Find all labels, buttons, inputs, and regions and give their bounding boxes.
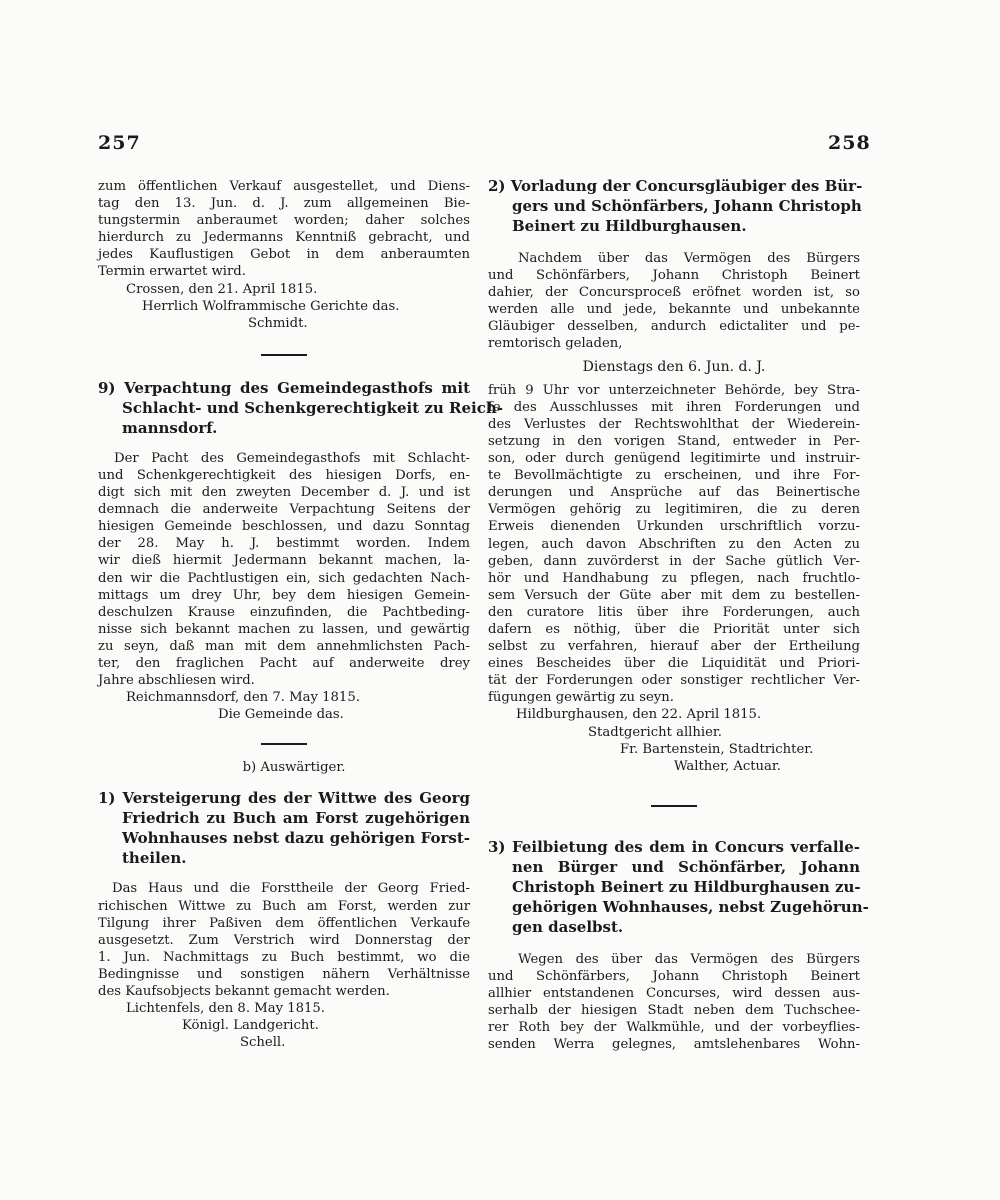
hearing-date: Dienstags den 6. Jun. d. J. [582,358,766,375]
text-line: nisse sich bekannt machen zu lassen, und gewärtig [98,621,470,637]
text-line: Tilgung ihrer Paßiven dem öffentlichen Verkaufe [98,915,470,931]
text-line: digt sich mit den zweyten December d. J. und ist [98,485,470,501]
section-2-heading [488,176,863,236]
text-line: derungen und Ansprüche auf das Beinertische [488,485,860,501]
heading-line: mannsdorf. [122,418,218,437]
signature-name: Schell. [240,1035,286,1051]
text-line: ausgesetzt. Zum Verstrich wird Donnerstag der [98,932,470,948]
heading-line: gen daselbst. [512,917,624,936]
text-line: richischen Wittwe zu Buch am Forst, werden zur [98,898,470,914]
heading-line: gers und Schönfärbers, Johann Christoph [512,197,862,215]
right-column [488,176,869,1053]
section-9-heading [98,378,503,438]
text-line: son, oder durch genügend legitimirte und instruir- [488,451,860,467]
section-1-heading [98,788,470,868]
text-line: werden alle und jede, bekannte und unbekannte [488,302,860,318]
heading-line: Wohnhauses nebst dazu gehörigen Forst- [122,829,470,848]
text-line: hierdurch zu Jedermanns Kenntniß gebracht, und [98,230,470,246]
text-line: ter, den fraglichen Pacht auf anderweite drey [98,655,470,671]
text-line: Das Haus und die Forsttheile der Georg Fried- [112,881,470,897]
dateline: Crossen, den 21. April 1815. [126,281,318,297]
heading-line: 2) Vorladung der Concursgläubiger des Bür- [488,177,863,195]
text-line: tag den 13. Jun. d. J. zum allgemeinen Bie- [98,196,470,212]
text-line: selbst zu verfahren, hierauf aber der Ertheilung [488,639,860,655]
intro-notice-text [98,178,470,281]
heading-line: gehörigen Wohnhauses, nebst Zugehörun- [512,897,869,916]
text-line: der 28. May h. J. bestimmt worden. Indem [98,536,470,552]
heading-line: theilen. [122,849,187,868]
heading-line: 1) Versteigerung des der Wittwe des Georg [98,789,470,808]
dateline: Hildburghausen, den 22. April 1815. [516,707,762,723]
page-number-left: 257 [98,132,141,154]
text-line: dahier, der Concursproceß eröfnet worden ist, so [488,285,860,301]
section-9-body [98,450,470,689]
text-line: und Schenkgerechtigkeit des hiesigen Dorfs, en- [98,467,470,483]
text-line: fe des Ausschlusses mit ihren Forderungen und [488,399,860,415]
heading-line: 3) Feilbietung des dem in Concurs verfalle- [488,837,860,856]
section-3-body [488,951,860,1054]
page-number-right: 258 [828,132,871,154]
dateline: Reichmannsdorf, den 7. May 1815. [126,690,360,706]
text-line: Der Pacht des Gemeindegasthofs mit Schlacht- [114,450,470,466]
heading-line: nen Bürger und Schönfärber, Johann [512,857,860,876]
signature: Die Gemeinde das. [218,707,344,723]
text-line: den curatore litis über ihre Forderungen, auch [488,604,860,620]
text-line: senden Werra gelegnes, amtslehenbares Wohn- [488,1037,860,1053]
text-line: Wegen des über das Vermögen des Bürgers [518,951,860,967]
text-line: legen, auch davon Abschriften zu den Acten zu [488,536,860,552]
text-line: früh 9 Uhr vor unterzeichneter Behörde, bey Stra- [488,382,860,398]
signature: Herrlich Wolframmische Gerichte das. [142,298,400,314]
text-line: tungstermin anberaumet worden; daher solches [98,213,470,229]
text-line: zum öffentlichen Verkauf ausgestellet, und Diens- [98,179,470,194]
text-line: Termin erwartet wird. [98,264,246,280]
text-line: den wir die Pachtlustigen ein, sich gedachten Nach- [98,570,470,586]
subheading-foreign: b) Auswärtiger. [242,760,346,776]
text-line: jedes Kauflustigen Gebot in dem anberaumten [98,247,470,263]
text-line: 1. Jun. Nachmittags zu Buch bestimmt, wo die [98,949,470,965]
section-2-body [488,250,860,353]
signature-name: Walther, Actuar. [674,758,781,774]
text-line: eines Bescheides über die Liquidität und Priori- [488,656,860,672]
text-line: deschulzen Krause einzufinden, die Pachtbeding- [98,604,470,620]
heading-line: Christoph Beinert zu Hildburghausen zu- [512,877,861,896]
text-line: Vermögen gehörig zu legitimiren, die zu deren [488,502,860,518]
text-line: des Verlustes der Rechtswohlthat der Wiederein- [488,416,860,432]
signature: Königl. Landgericht. [182,1018,319,1034]
text-line: remtorisch geladen, [488,336,623,352]
signature: Stadtgericht allhier. [588,724,722,740]
text-line: Jahre abschliesen wird. [98,673,255,689]
text-line: serhalb der hiesigen Stadt neben dem Tuchschee- [488,1003,860,1019]
left-column [98,178,503,1051]
signature-name: Schmidt. [248,315,308,331]
text-line: geben, dann zuvörderst in der Sache gütlich Ver- [488,553,860,569]
heading-line: Friedrich zu Buch am Forst zugehörigen [122,809,470,828]
text-line: Bedingnisse und sonstigen nähern Verhältnisse [98,966,470,982]
text-line: rer Roth bey der Walkmühle, und der vorbeyflies- [488,1020,860,1036]
section-3-heading [488,837,869,937]
text-line: te Bevollmächtigte zu erscheinen, und ihre For- [488,468,860,484]
text-line: Nachdem über das Vermögen des Bürgers [518,251,860,266]
text-line: setzung in den vorigen Stand, entweder in Per- [488,433,860,449]
text-line: und Schönfärbers, Johann Christoph Beinert [488,968,860,984]
text-line: dafern es nöthig, über die Priorität unter sich [488,621,860,637]
text-line: zu seyn, daß man mit dem annehmlichsten Pach- [98,638,470,654]
text-line: demnach die anderweite Verpachtung Seitens der [98,502,470,518]
heading-line: Schlacht- und Schenkgerechtigkeit zu Reich- [122,398,503,417]
text-line: Gläubiger desselben, andurch edictaliter und pe- [488,319,860,335]
text-line: hiesigen Gemeinde beschlossen, und dazu Sonntag [98,519,470,535]
text-line: hör und Handhabung zu pflegen, nach fruchtlo- [488,570,860,586]
text-line: und Schönfärbers, Johann Christoph Beinert [488,268,860,284]
heading-line: Beinert zu Hildburghausen. [512,217,747,235]
text-line: tät der Forderungen oder sonstiger rechtlicher Ver- [488,673,860,689]
section-2-body-continued [488,382,860,707]
section-1-body [98,880,470,1000]
text-line: wir dieß hiermit Jedermann bekannt machen, la- [98,553,470,569]
text-line: des Kaufsobjects bekannt gemacht werden. [98,984,390,999]
text-line: sem Versuch der Güte aber mit dem zu bestellen- [488,587,860,603]
text-line: fügungen gewärtig zu seyn. [488,690,674,706]
text-line: allhier entstandenen Concurses, wird dessen aus- [488,986,860,1001]
signature: Fr. Bartenstein, Stadtrichter. [620,741,814,757]
heading-line: 9) Verpachtung des Gemeindegasthofs mit [98,378,470,397]
dateline: Lichtenfels, den 8. May 1815. [126,1001,325,1017]
text-line: Erweis dienenden Urkunden urschriftlich vorzu- [488,519,860,535]
text-line: mittags um drey Uhr, bey dem hiesigen Gemein- [98,587,470,603]
